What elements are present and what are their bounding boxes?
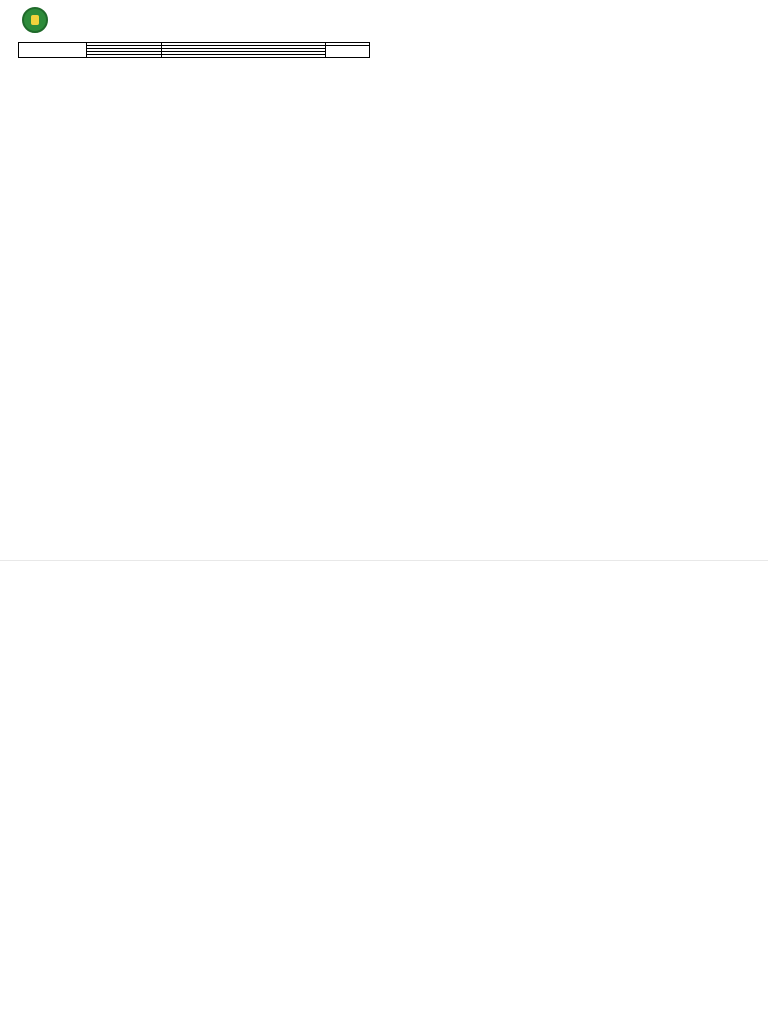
- section-1-column-right: [388, 36, 736, 540]
- questions-30-44: [380, 567, 736, 1023]
- parent-signature-cell: [19, 43, 87, 58]
- identity-table: [18, 42, 370, 58]
- nama-absen-value: [161, 55, 326, 58]
- nilai-box: [326, 46, 370, 58]
- page-2: [0, 560, 768, 1024]
- school-logo-icon: [22, 7, 48, 33]
- section-1-column-left: [18, 148, 370, 540]
- nama-absen-label: [87, 55, 162, 58]
- questions-17-29: [18, 567, 370, 1023]
